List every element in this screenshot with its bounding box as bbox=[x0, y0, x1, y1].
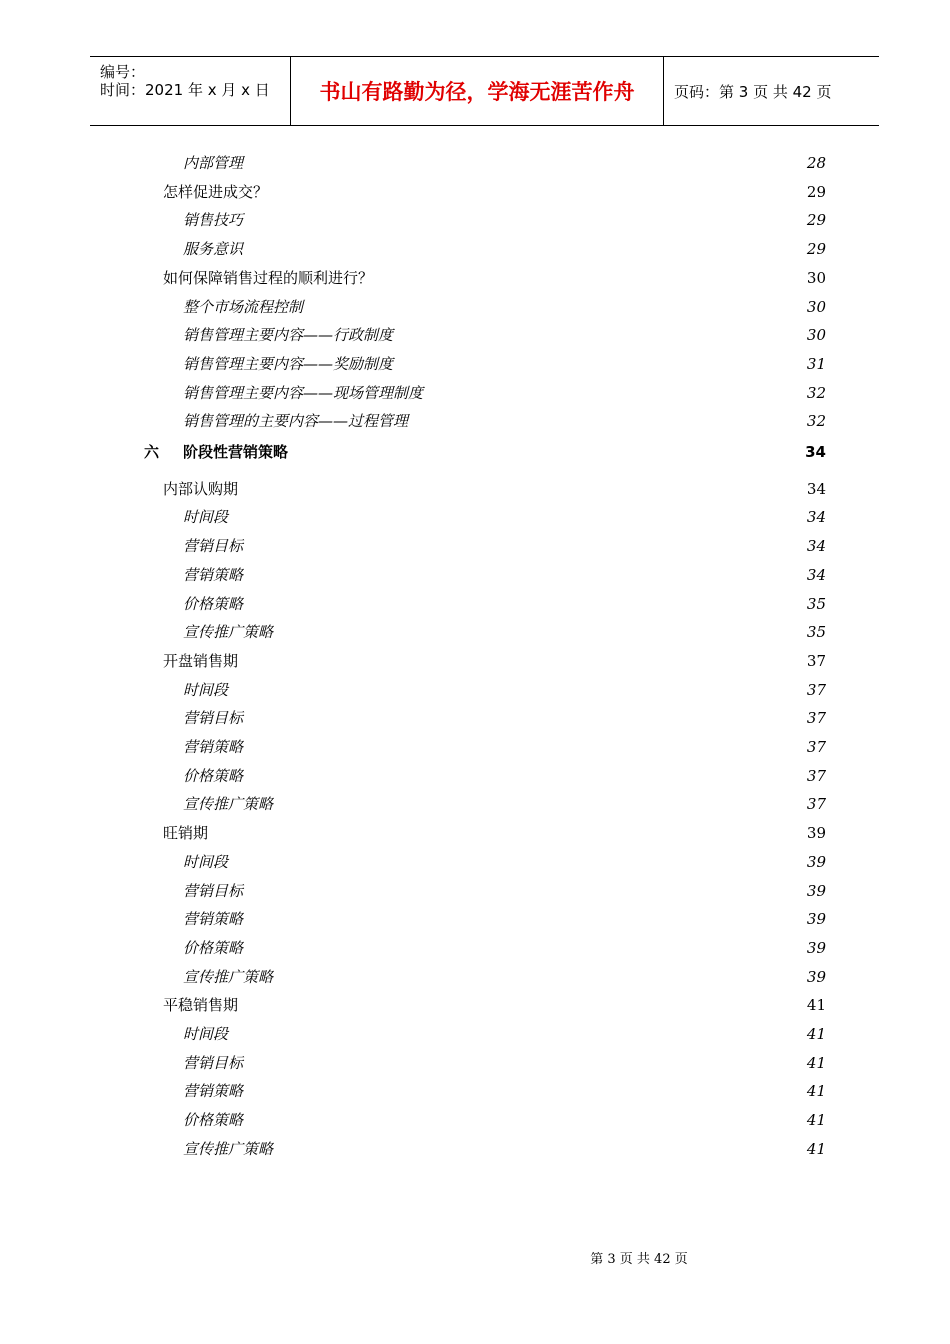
toc-entry-page: 37 bbox=[806, 651, 826, 670]
toc-entry-page: 39 bbox=[806, 852, 826, 871]
toc-subsection-row[interactable] bbox=[0, 1022, 950, 1046]
serial-number-label: 编号： bbox=[100, 63, 146, 81]
toc-entry-page: 41 bbox=[806, 1053, 826, 1072]
toc-entry-title: 营销策略 bbox=[183, 565, 244, 584]
header-meta-cell bbox=[90, 57, 290, 125]
toc-subsection-row[interactable] bbox=[0, 1108, 950, 1132]
toc-entry-title: 宣传推广策略 bbox=[183, 623, 274, 642]
toc-entry-title: 时间段 bbox=[183, 1025, 229, 1043]
toc-entry-page: 34 bbox=[806, 565, 826, 584]
toc-subsection-row[interactable] bbox=[0, 151, 950, 175]
toc-entry-title: 营销目标 bbox=[183, 709, 244, 728]
toc-entry-title: 销售技巧 bbox=[183, 211, 244, 230]
toc-entry-page: 29 bbox=[806, 182, 826, 201]
toc-subsection-row[interactable] bbox=[0, 592, 950, 616]
toc-entry-page: 37 bbox=[806, 709, 826, 728]
toc-entry-title: 营销目标 bbox=[183, 1053, 244, 1072]
toc-entry-title: 时间段 bbox=[183, 508, 229, 527]
toc-section-row[interactable] bbox=[0, 266, 950, 290]
toc-subsection-row[interactable] bbox=[0, 295, 950, 319]
toc-entry-title: 整个市场流程控制 bbox=[183, 297, 304, 316]
toc-subsection-row[interactable] bbox=[0, 1137, 950, 1161]
toc-entry-title: 价格策略 bbox=[183, 594, 244, 613]
toc-entry-title: 开盘销售期 bbox=[163, 651, 239, 670]
toc-entry-page: 34 bbox=[806, 479, 826, 498]
toc-entry-title: 时间段 bbox=[183, 852, 229, 871]
toc-entry-page: 39 bbox=[806, 824, 826, 843]
toc-subsection-row[interactable] bbox=[0, 208, 950, 232]
toc-subsection-row[interactable] bbox=[0, 409, 950, 433]
toc-entry-title: 旺销期 bbox=[163, 824, 209, 843]
toc-entry-title: 时间段 bbox=[183, 680, 229, 699]
toc-entry-title: 平稳销售期 bbox=[163, 996, 239, 1015]
toc-entry-page: 32 bbox=[806, 412, 826, 431]
toc-section-row[interactable] bbox=[0, 649, 950, 673]
toc-chapter-number: 六 bbox=[144, 443, 160, 461]
toc-entry-title: 宣传推广策略 bbox=[183, 967, 274, 986]
toc-entry-title: 价格策略 bbox=[183, 766, 244, 785]
toc-entry-title: 内部认购期 bbox=[163, 479, 239, 498]
page-footer bbox=[0, 1248, 950, 1267]
toc-entry-page: 37 bbox=[806, 766, 826, 785]
toc-entry-page: 29 bbox=[806, 211, 826, 230]
toc-subsection-row[interactable] bbox=[0, 936, 950, 960]
toc-section-row[interactable] bbox=[0, 477, 950, 501]
toc-entry-title: 销售管理的主要内容——过程管理 bbox=[183, 412, 409, 431]
toc-entry-title: 阶段性营销策略 bbox=[183, 443, 289, 461]
toc-subsection-row[interactable] bbox=[0, 563, 950, 587]
toc-entry-page: 41 bbox=[806, 996, 826, 1015]
toc-section-row[interactable] bbox=[0, 821, 950, 845]
motto-text: 书山有路勤为径，学海无涯苦作舟 bbox=[319, 80, 635, 104]
toc-entry-page: 30 bbox=[806, 297, 826, 316]
toc-entry-page: 39 bbox=[806, 967, 826, 986]
toc-entry-page: 41 bbox=[806, 1111, 826, 1130]
toc-entry-page: 41 bbox=[806, 1025, 826, 1043]
toc-entry-title: 内部管理 bbox=[183, 154, 244, 172]
date-label: 时间：2021 年 x 月 x 日 bbox=[100, 81, 270, 99]
toc-subsection-row[interactable] bbox=[0, 965, 950, 989]
toc-subsection-row[interactable] bbox=[0, 879, 950, 903]
toc-subsection-row[interactable] bbox=[0, 381, 950, 405]
toc-subsection-row[interactable] bbox=[0, 706, 950, 730]
toc-section-row[interactable] bbox=[0, 180, 950, 204]
toc-subsection-row[interactable] bbox=[0, 792, 950, 816]
toc-entry-page: 41 bbox=[806, 1082, 826, 1101]
toc-entry-page: 37 bbox=[806, 738, 826, 756]
toc-entry-page: 39 bbox=[806, 910, 826, 929]
toc-entry-page: 35 bbox=[806, 623, 826, 642]
toc-entry-page: 30 bbox=[806, 268, 826, 287]
toc-entry-page: 29 bbox=[806, 240, 826, 259]
toc-subsection-row[interactable] bbox=[0, 735, 950, 759]
toc-chapter-row[interactable] bbox=[0, 440, 950, 464]
toc-subsection-row[interactable] bbox=[0, 1079, 950, 1103]
toc-entry-title: 价格策略 bbox=[183, 938, 244, 957]
toc-subsection-row[interactable] bbox=[0, 764, 950, 788]
toc-subsection-row[interactable] bbox=[0, 505, 950, 529]
toc-subsection-row[interactable] bbox=[0, 1051, 950, 1075]
toc-entry-page: 30 bbox=[806, 326, 826, 345]
toc-entry-page: 37 bbox=[806, 680, 826, 699]
toc-subsection-row[interactable] bbox=[0, 237, 950, 261]
toc-subsection-row[interactable] bbox=[0, 678, 950, 702]
page-code-text: 页码：第 3 页 共 42 页 bbox=[674, 82, 832, 101]
toc-entry-title: 销售管理主要内容——现场管理制度 bbox=[183, 383, 424, 402]
toc-entry-page: 39 bbox=[806, 881, 826, 900]
toc-entry-page: 28 bbox=[806, 154, 826, 172]
header-page-cell bbox=[664, 57, 879, 125]
toc-entry-title: 价格策略 bbox=[183, 1111, 244, 1130]
toc-subsection-row[interactable] bbox=[0, 620, 950, 644]
toc-entry-title: 营销策略 bbox=[183, 1082, 244, 1101]
toc-entry-page: 31 bbox=[806, 354, 826, 373]
toc-subsection-row[interactable] bbox=[0, 850, 950, 874]
toc-entry-title: 服务意识 bbox=[183, 240, 244, 259]
toc-entry-title: 如何保障销售过程的顺利进行？ bbox=[163, 268, 374, 287]
toc-entry-title: 销售管理主要内容——行政制度 bbox=[183, 326, 394, 345]
toc-entry-title: 营销目标 bbox=[183, 537, 244, 556]
toc-entry-page: 34 bbox=[805, 443, 826, 461]
toc-entry-page: 39 bbox=[806, 938, 826, 957]
toc-entry-title: 营销策略 bbox=[183, 910, 244, 929]
toc-entry-title: 销售管理主要内容——奖励制度 bbox=[183, 354, 394, 373]
header-motto-cell bbox=[290, 57, 664, 125]
toc-section-row[interactable] bbox=[0, 993, 950, 1017]
toc-subsection-row[interactable] bbox=[0, 534, 950, 558]
toc-entry-title: 营销目标 bbox=[183, 881, 244, 900]
footer-page-number: 第 3 页 共 42 页 bbox=[590, 1252, 688, 1267]
toc-subsection-row[interactable] bbox=[0, 907, 950, 931]
toc-entry-page: 32 bbox=[806, 383, 826, 402]
toc-entry-title: 营销策略 bbox=[183, 738, 244, 756]
toc-entry-page: 37 bbox=[806, 795, 826, 814]
toc-entry-page: 35 bbox=[806, 594, 826, 613]
toc-entry-title: 宣传推广策略 bbox=[183, 1139, 274, 1158]
toc-entry-page: 34 bbox=[806, 537, 826, 556]
page-header bbox=[90, 56, 879, 126]
toc-entry-page: 41 bbox=[806, 1139, 826, 1158]
toc-entry-page: 34 bbox=[806, 508, 826, 527]
toc-subsection-row[interactable] bbox=[0, 352, 950, 376]
toc-entry-title: 怎样促进成交？ bbox=[163, 182, 269, 201]
toc-entry-title: 宣传推广策略 bbox=[183, 795, 274, 814]
toc-subsection-row[interactable] bbox=[0, 323, 950, 347]
